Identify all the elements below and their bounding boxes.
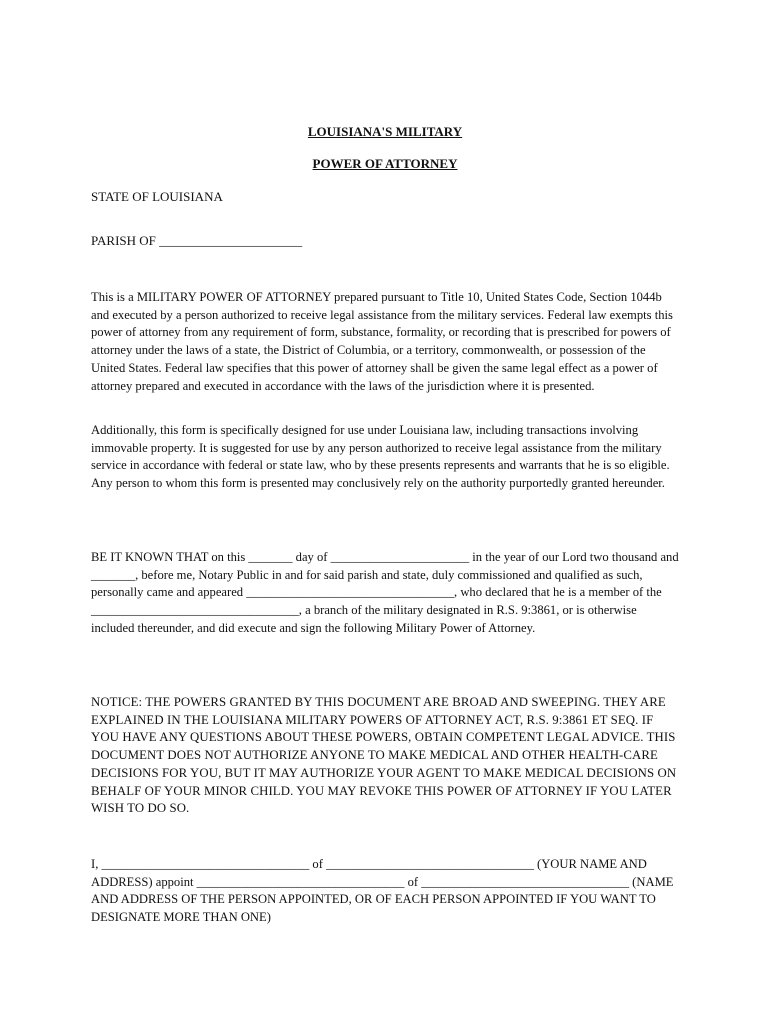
louisiana-law-paragraph: Additionally, this form is specifically designed for use under Louisiana law, including transactions involving immovable property. It is suggested for use by any person authorized to receive legal assistance from the military service in accordance with federal or state law, who by these presents represents and warrants that he is so eligible. Any person to whom this form is presented may conclusively rely on the authority purportedly granted hereunder. <box>91 423 670 491</box>
notice-paragraph: NOTICE: THE POWERS GRANTED BY THIS DOCUMENT ARE BROAD AND SWEEPING. THEY ARE EXPLAINED IN THE LOUISIANA MILITARY POWERS OF ATTORNEY ACT, R.S. 9:3861 ET SEQ. IF YOU HAVE ANY QUESTIONS ABOUT THESE POWERS, OBTAIN COMPETENT LEGAL ADVICE. THIS DOCUMENT DOES NOT AUTHORIZE ANYONE TO MAKE MEDICAL AND OTHER HEALTH-CARE DECISIONS FOR YOU, BUT IT MAY AUTHORIZE YOUR AGENT TO MAKE MEDICAL DECISIONS ON BEHALF OF YOUR MINOR CHILD. YOU MAY REVOKE THIS POWER OF ATTORNEY IF YOU LATER WISH TO DO SO. <box>91 695 677 816</box>
document-title: LOUISIANA'S MILITARY <box>307 124 463 139</box>
state-line: STATE OF LOUISIANA <box>91 189 223 204</box>
document-subtitle: POWER OF ATTORNEY <box>312 156 458 171</box>
parish-line: PARISH OF ______________________ <box>91 233 303 248</box>
notary-declaration-paragraph: BE IT KNOWN THAT on this _______ day of ______________________ in the year of our Lord two thousand and _______, before me, Notary Public in and for said parish and state, duly commissioned and qualified as such, personally came and appeared _________________________________, who declared that he is a member of the _________________________________, a branch of the military designated in R.S. 9:3861, or is otherwise included thereunder, and did execute and sign the following Military Power of Attorney. <box>91 550 679 635</box>
appointment-paragraph: I, _________________________________ of _________________________________ (YOUR NAME AND ADDRESS) appoint _________________________________ of _________________________________ (NAME AND ADDRESS OF THE PERSON APPOINTED, OR OF EACH PERSON APPOINTED IF YOU WANT TO DESIGNATE MORE THAN ONE) <box>91 857 674 925</box>
military-poa-intro-paragraph: This is a MILITARY POWER OF ATTORNEY prepared pursuant to Title 10, United States Code, Section 1044b and executed by a person authorized to receive legal assistance from the military services. Federal law exempts this power of attorney from any requirement of form, substance, formality, or recording that is prescribed for powers of attorney under the laws of a state, the District of Columbia, or a territory, commonwealth, or possession of the United States. Federal law specifies that this power of attorney shall be given the same legal effect as a power of attorney prepared and executed in accordance with the laws of the jurisdiction where it is presented. <box>91 290 673 393</box>
